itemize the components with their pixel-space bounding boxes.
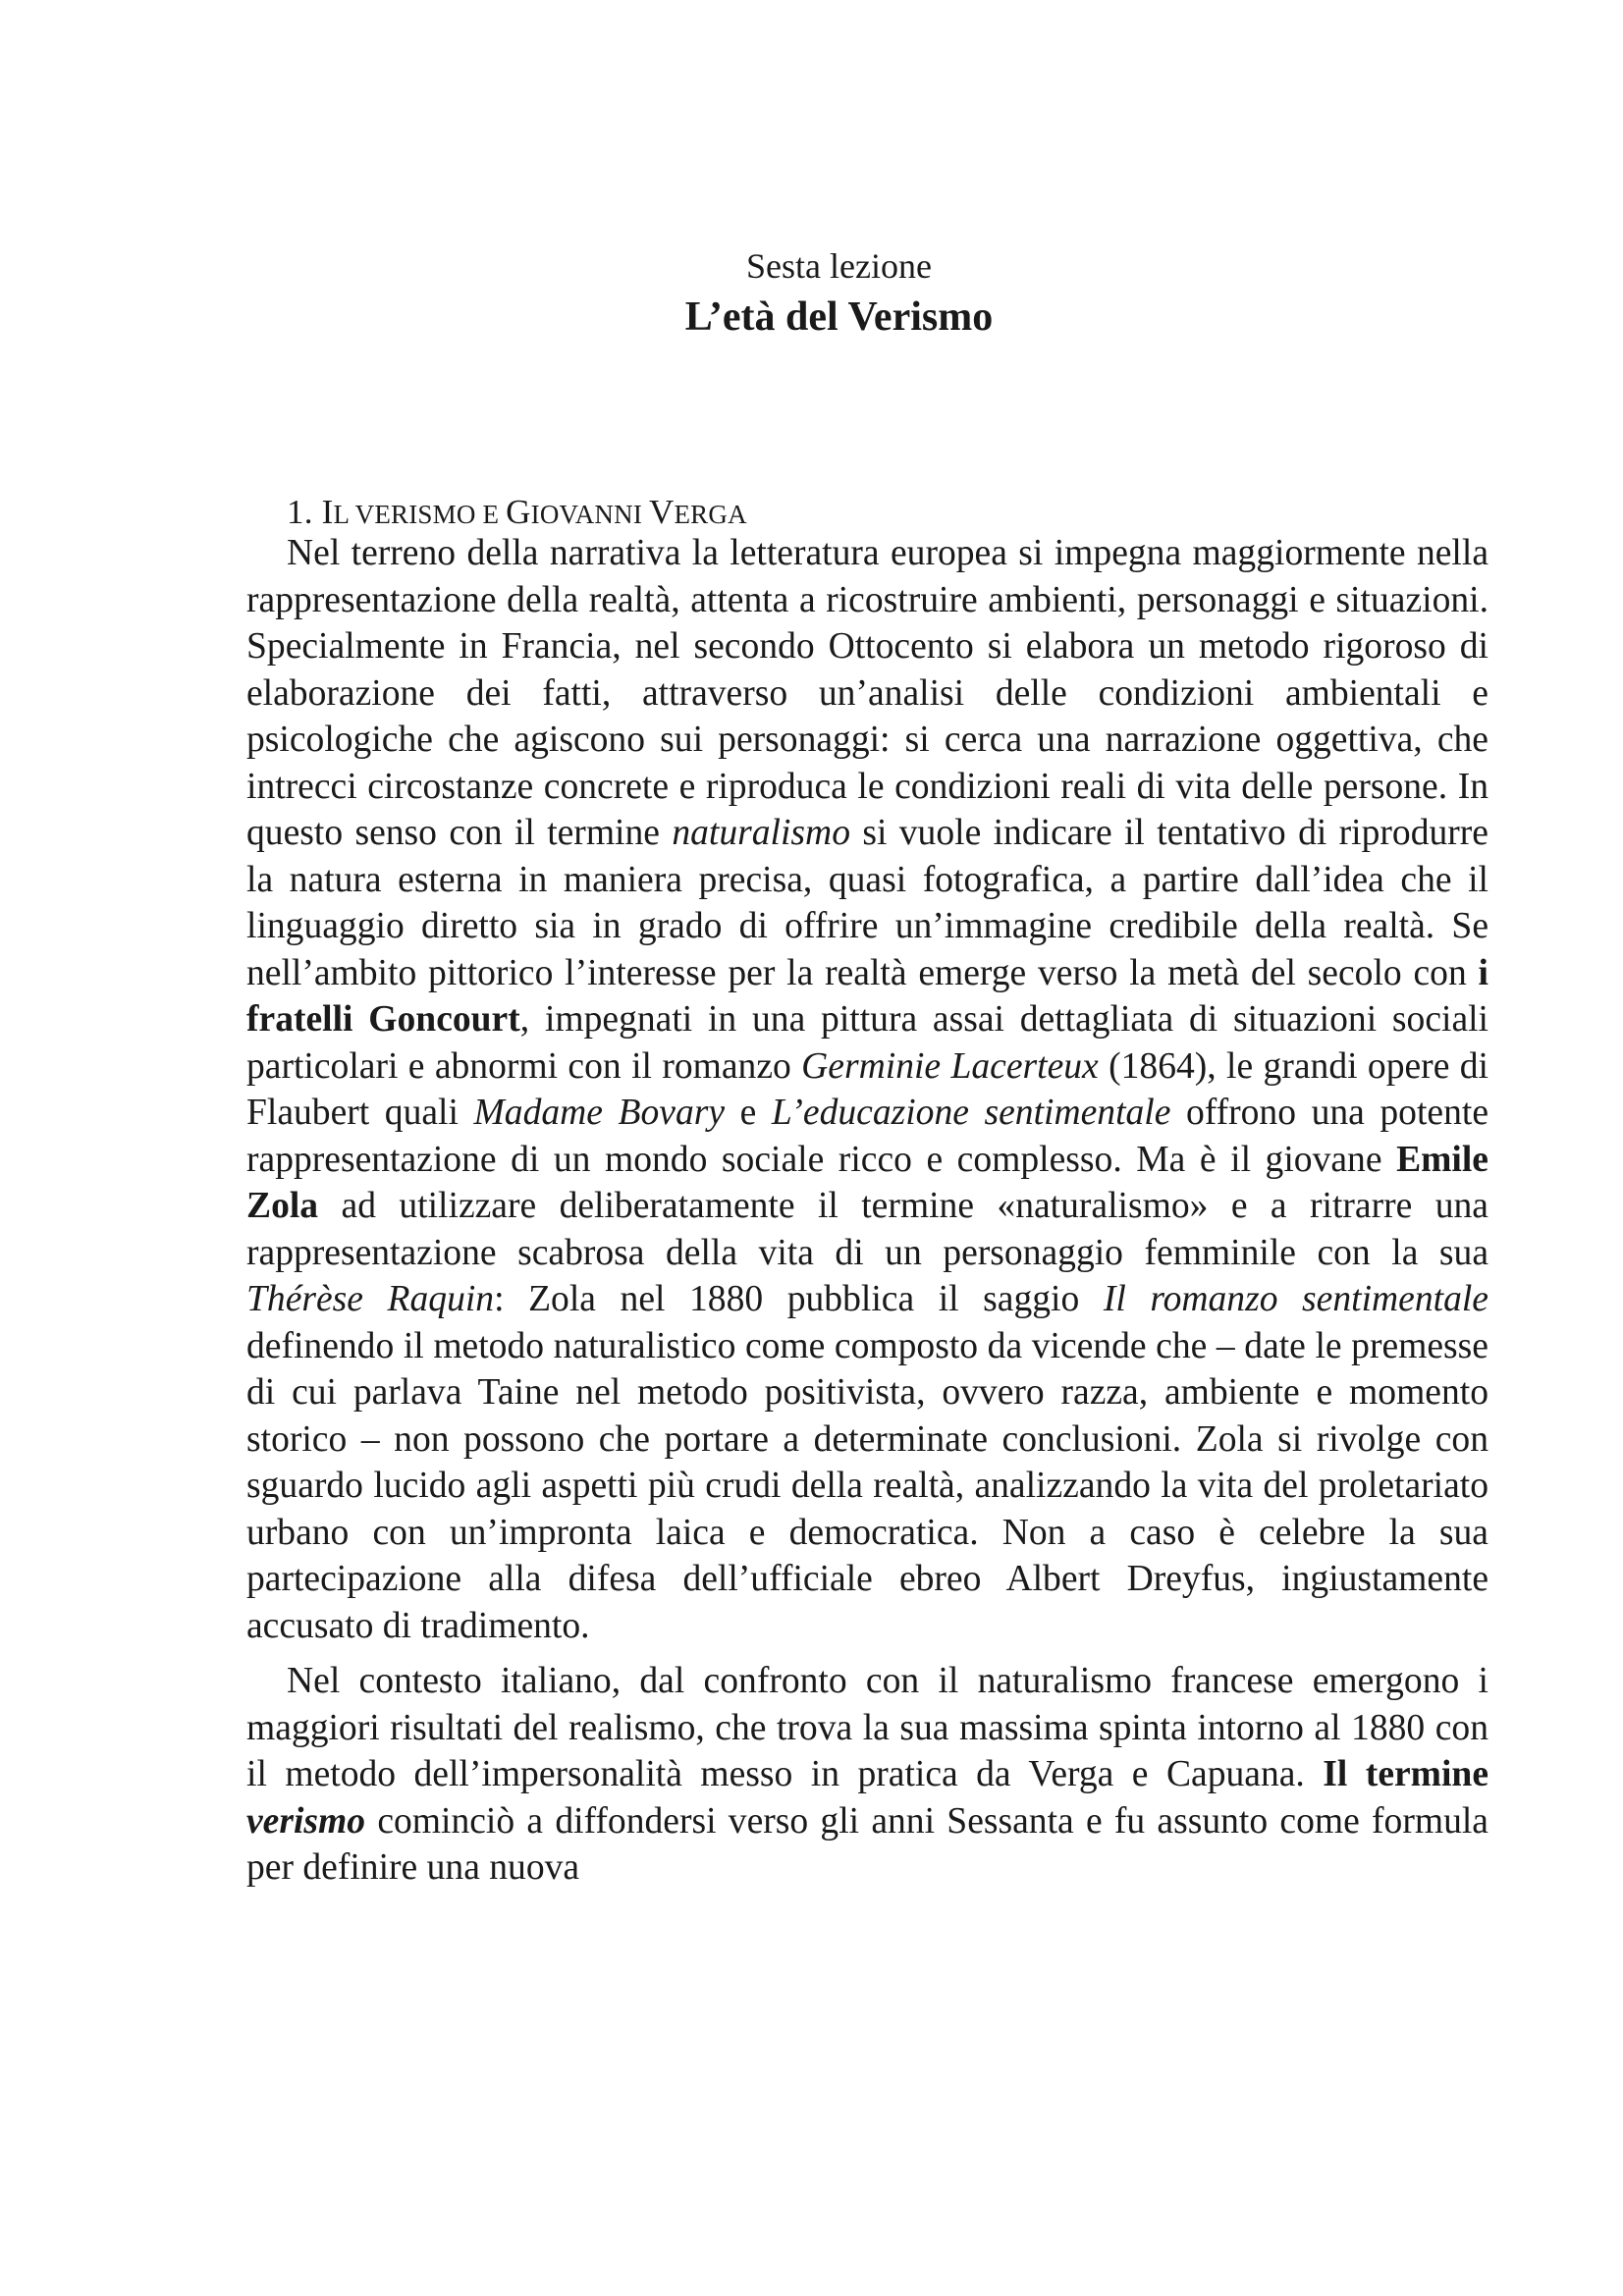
bold-text-run: Il termine bbox=[1323, 1754, 1488, 1794]
bold-italic-term-verismo: verismo bbox=[246, 1800, 366, 1842]
italic-work-madame-bovary: Madame Bovary bbox=[473, 1093, 726, 1133]
text-run: si vuole indicare il tentativo di riprodurre la natura esterna in maniera precisa, quasi fotografica, a partire dall’idea che il linguaggio diretto sia in grado di offrire un’immagine credibile della realtà. Se nell’ambito pittorico l’interesse per la realtà emerge verso la metà del secolo con bbox=[246, 813, 1488, 993]
italic-work-therese-raquin: Thérèse Raquin bbox=[246, 1279, 495, 1319]
italic-term-naturalismo: naturalismo bbox=[672, 813, 850, 853]
section-heading-cap-2: G bbox=[506, 493, 531, 531]
bold-name-zola: Emile Zola bbox=[246, 1139, 1488, 1226]
text-run: : Zola nel 1880 pubblica il saggio bbox=[494, 1279, 1104, 1319]
chapter-title: L’età del Verismo bbox=[684, 294, 994, 340]
text-run: ad utilizzare deliberatamente il termine «naturalismo» e a ritrarre una rappresentazione scabrosa della vita di un personaggio femminile con la sua bbox=[246, 1186, 1488, 1273]
text-run: (1864), le grandi opere di Flaubert quali bbox=[246, 1045, 1488, 1133]
section-heading-small-1: L VERISMO E bbox=[333, 500, 507, 529]
bold-name-goncourt: i fratelli Goncourt bbox=[246, 952, 1488, 1040]
text-run: cominciò a diffondersi verso gli anni Sessanta e fu assunto come formula per definire una nuova bbox=[246, 1800, 1488, 1888]
italic-work-germinie-lacerteux: Germinie Lacerteux bbox=[801, 1045, 1099, 1087]
lesson-kicker: Sesta lezione bbox=[746, 246, 932, 286]
section-number: 1. bbox=[287, 493, 313, 531]
section-heading-cap-3: V bbox=[648, 493, 675, 531]
paragraph-1 bbox=[246, 530, 1488, 1649]
body-text bbox=[246, 530, 1488, 1892]
italic-work-romanzo-sentimentale: Il romanzo sentimentale bbox=[1103, 1279, 1488, 1319]
text-run: offrono una potente rappresentazione di un mondo sociale ricco e complesso. Ma è il giovane bbox=[246, 1093, 1488, 1180]
paragraph-2 bbox=[246, 1658, 1488, 1892]
text-run: Nel contesto italiano, dal confronto con il naturalismo francese emergono i maggiori risultati del realismo, che trova la sua massima spinta intorno al 1880 con il metodo dell’impersonalità messo in pratica da Verga e Capuana. bbox=[246, 1661, 1488, 1794]
italic-work-educazione-sentimentale: L’educazione sentimentale bbox=[771, 1093, 1171, 1133]
section-heading-small-2: IOVANNI bbox=[530, 500, 649, 529]
section-heading-cap-1: I bbox=[321, 493, 334, 531]
text-run: definendo il metodo naturalistico come composto da vicende che – date le premesse di cui parlava Taine nel metodo positivista, ovvero razza, ambiente e momento storico – non possono che portare a determinate conclusioni. Zola si rivolge con sguardo lucido agli aspetti più crudi della realtà, analizzando la vita del proletariato urbano con un’impronta laica e democratica. Non a caso è celebre la sua partecipazione alla difesa dell’ufficiale ebreo Albert Dreyfus, ingiustamente accusato di tradimento. bbox=[246, 1325, 1488, 1646]
text-run: Nel terreno della narrativa la letteratura europea si impegna maggiormente nella rappresentazione della realtà, attenta a ricostruire ambienti, personaggi e situazioni. Specialmente in Francia, nel secondo Ottocento si elabora un metodo rigoroso di elaborazione dei fatti, attraverso un’analisi delle condizioni ambientali e psicologiche che agiscono sui personaggi: si cerca una narrazione oggettiva, che intrecci circostanze concrete e riproduca le condizioni reali di vita delle persone. In questo senso con il termine bbox=[246, 533, 1488, 853]
section-heading-small-3: ERGA bbox=[674, 500, 747, 529]
text-run: , impegnati in una pittura assai dettagliata di situazioni sociali particolari e abnormi con il romanzo bbox=[246, 999, 1488, 1087]
text-run: e bbox=[725, 1093, 772, 1133]
